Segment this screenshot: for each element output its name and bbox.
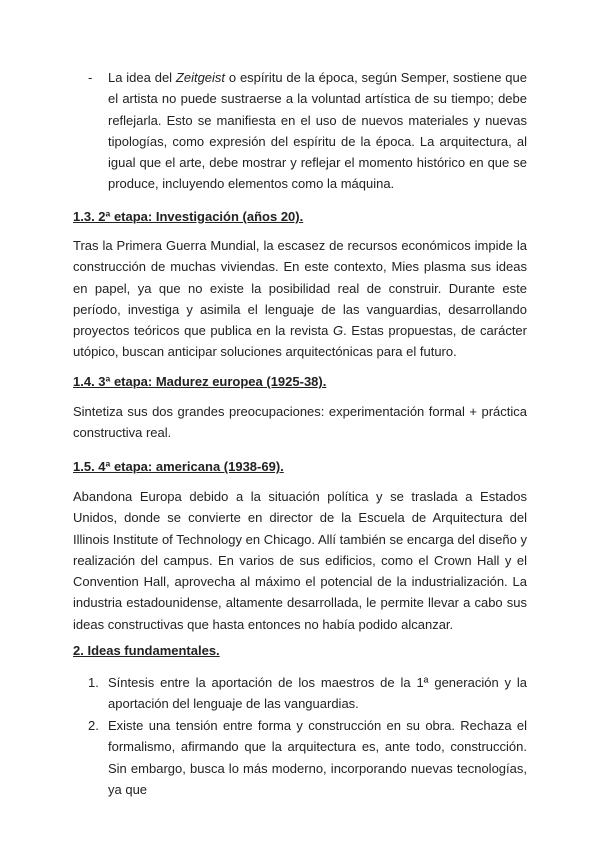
bullet-text-after: o espíritu de la época, según Semper, sostiene que el artista no puede sustraerse a la voluntad artística de su tiempo; debe reflejarla. Esto se manifiesta en el uso de nuevos materiales y nuevas tipologías, como expresión del espíritu de la época. La arquitectura, al igual que el arte, debe mostrar y reflejar el momento histórico en que se produce, incluyendo elementos como la máquina.	[108, 70, 527, 192]
paragraph-1-4: Sintetiza sus dos grandes preocupaciones: experimentación formal + práctica constructiva real.	[73, 404, 527, 441]
bullet-text-before: La idea del	[108, 70, 176, 85]
heading-1-3: 1.3. 2ª etapa: Investigación (años 20).	[73, 209, 304, 224]
bullet-marker: -	[88, 70, 93, 85]
list-item-number: 2.	[88, 718, 99, 733]
list-item-text: Existe una tensión entre forma y construcción en su obra. Rechaza el formalismo, afirmando que la arquitectura es, ante todo, construcción. Sin embargo, busca lo más moderno, incorporando nuevas tecnologías, ya que	[108, 718, 527, 797]
p13-after: . Estas propuestas, de carácter utópico, buscan anticipar soluciones arquitectónicas para el futuro.	[73, 323, 527, 360]
heading-2: 2. Ideas fundamentales.	[73, 643, 220, 658]
paragraph-1-3	[73, 235, 527, 363]
bullet-text-italic: Zeitgeist	[175, 70, 226, 85]
list-item-number: 1.	[88, 675, 99, 690]
bullet-zeitgeist	[108, 67, 527, 195]
list-item-text: Síntesis entre la aportación de los maestros de la 1ª generación y la aportación del lenguaje de las vanguardias.	[108, 675, 527, 712]
heading-1-4: 1.4. 3ª etapa: Madurez europea (1925-38).	[73, 374, 327, 389]
paragraph-1-5: Abandona Europa debido a la situación política y se traslada a Estados Unidos, donde se convierte en director de la Escuela de Arquitectura del Illinois Institute of Technology en Chicago. Allí también se encarga del diseño y realización del campus. En varios de sus edificios, como el Crown Hall y el Convention Hall, aprovecha al máximo el potencial de la industrialización. La industria estadounidense, altamente desarrollada, le permite llevar a cabo sus ideas constructivas que hasta entonces no había podido alcanzar.	[73, 489, 527, 632]
heading-1-5: 1.5. 4ª etapa: americana (1938-69).	[73, 459, 284, 474]
p13-before: Tras la Primera Guerra Mundial, la escasez de recursos económicos impide la construcción de muchas viviendas. En este contexto, Mies plasma sus ideas en papel, ya que no existe la posibilidad real de construir. Durante este período, investiga y asimila el lenguaje de las vanguardias, desarrollando proyectos teóricos que publica en la revista	[73, 238, 527, 339]
p13-italic: G	[332, 323, 344, 339]
